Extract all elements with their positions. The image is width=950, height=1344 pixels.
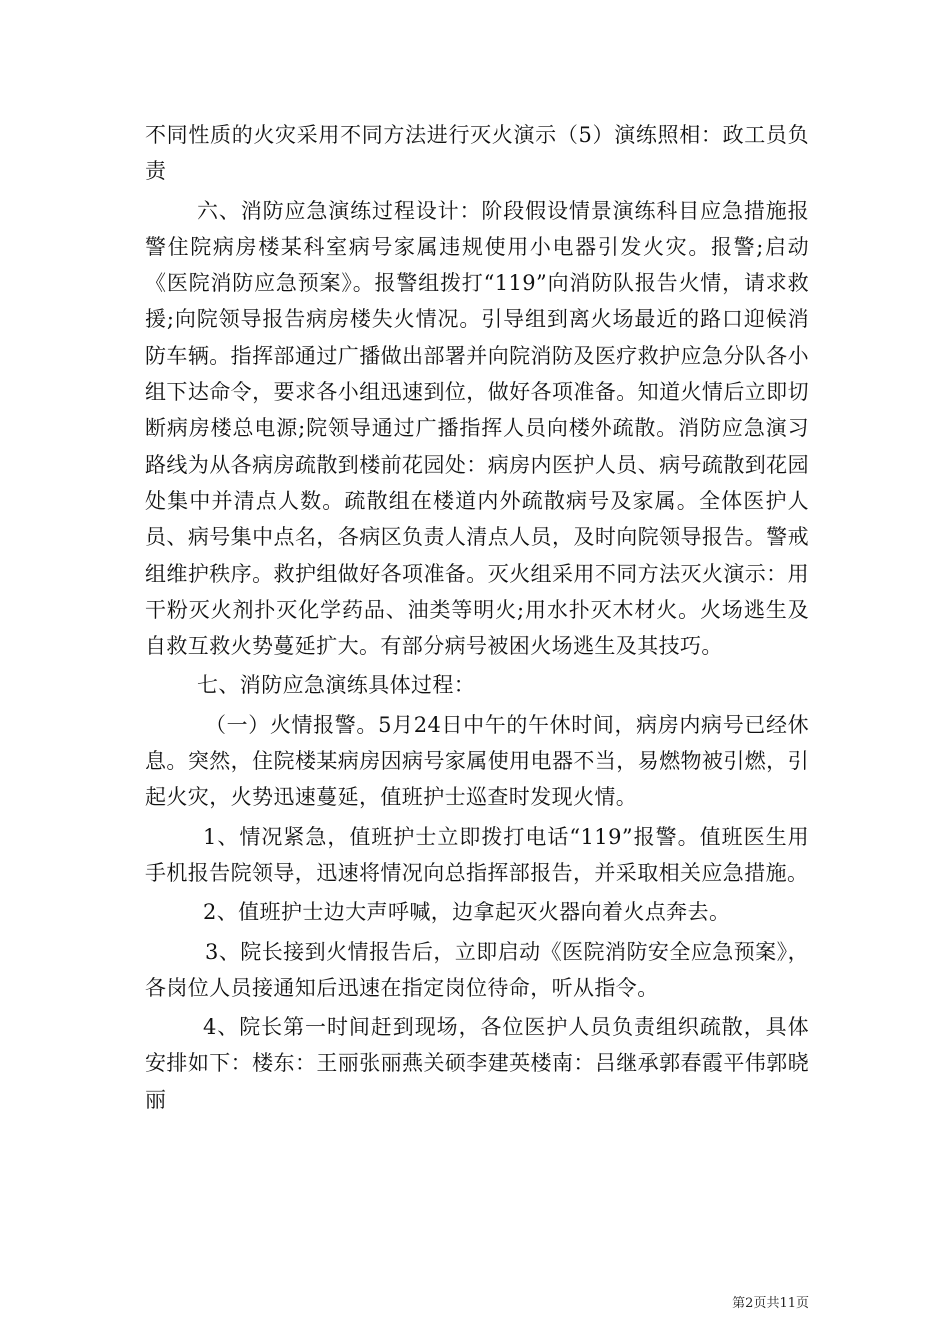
paragraph-6: 2、值班护士边大声呼喊，边拿起灭火器向着火点奔去。 bbox=[203, 900, 731, 925]
paragraph-3: 七、消防应急演练具体过程： bbox=[197, 673, 476, 698]
paragraph-7: 3、院长接到火情报告后，立即启动《医院消防安全应急预案》，各岗位人员接通知后迅速在指定岗位待命，听从指令。 bbox=[145, 939, 809, 1000]
page-number: 第2页共11页 bbox=[732, 1296, 809, 1311]
paragraph-5: 1、情况紧急，值班护士立即拨打电话“119”报警。值班医生用手机报告院领导，迅速将情况向总指挥部报告，并采取相关应急措施。 bbox=[145, 824, 809, 885]
paragraph-2: 六、消防应急演练过程设计：阶段假设情景演练科目应急措施报警住院病房楼某科室病号家属违规使用小电器引发火灾。报警;启动《医院消防应急预案》。报警组拨打“119”向消防队报告火情，请求救援;向院领导报告病房楼失火情况。引导组到离火场最近的路口迎候消防车辆。指挥部通过广播做出部署并向院消防及医疗救护应急分队各小组下达命令，要求各小组迅速到位，做好各项准备。知道火情后立即切断病房楼总电源;院领导通过广播指挥人员向楼外疏散。消防应急演习路线为从各病房疏散到楼前花园处：病房内医护人员、病号疏散到花园处集中并清点人数。疏散组在楼道内外疏散病号及家属。全体医护人员、病号集中点名，各病区负责人清点人员，及时向院领导报告。警戒组维护秩序。救护组做好各项准备。灭火组采用不同方法灭火演示：用干粉灭火剂扑灭化学药品、油类等明火;用水扑灭木材火。火场逃生及自救互救火势蔓延扩大。有部分病号被困火场逃生及其技巧。 bbox=[145, 198, 809, 659]
document-body bbox=[145, 117, 809, 1118]
paragraph-1: 不同性质的火灾采用不同方法进行灭火演示（5）演练照相：政工员负责 bbox=[145, 123, 809, 184]
paragraph-4: （一）火情报警。5月24日中午的午休时间，病房内病号已经休息。突然，住院楼某病房因病号家属使用电器不当，易燃物被引燃，引起火灾，火势迅速蔓延，值班护士巡查时发现火情。 bbox=[145, 712, 809, 810]
paragraph-8: 4、院长第一时间赶到现场，各位医护人员负责组织疏散，具体安排如下：楼东：王丽张丽燕关硕李建英楼南：吕继承郭春霞平伟郭晓丽 bbox=[145, 1015, 809, 1112]
